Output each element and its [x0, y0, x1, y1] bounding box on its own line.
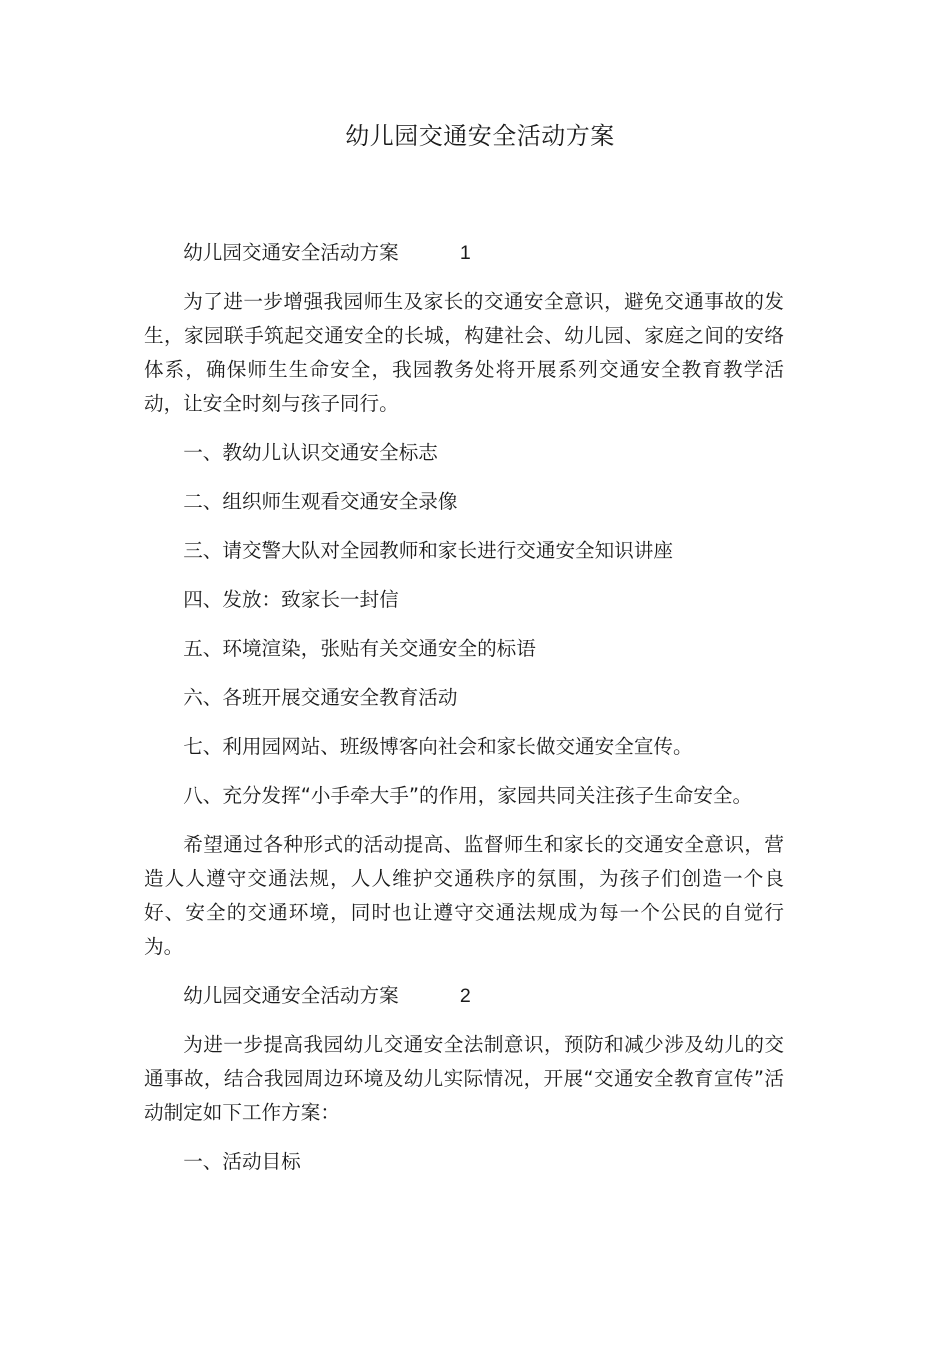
- list-item: 一、活动目标: [183, 1150, 301, 1173]
- section-heading-text: 幼儿园交通安全活动方案: [183, 984, 399, 1007]
- section1-intro-paragraph: 为了进一步增强我园师生及家长的交通安全意识，避免交通事故的发生，家园联手筑起交通安全的长城，构建社会、幼儿园、家庭之间的安络体系，确保师生生命安全，我园教务处将开展系列交通安全教育教学活动，让安全时刻与孩子同行。: [144, 290, 784, 415]
- list-item: 二、组织师生观看交通安全录像: [183, 490, 458, 513]
- list-item: 五、环境渲染，张贴有关交通安全的标语: [183, 637, 536, 660]
- section-heading-text: 幼儿园交通安全活动方案: [183, 241, 399, 264]
- section-heading-number: 1: [459, 242, 471, 264]
- section1-closing-paragraph: 希望通过各种形式的活动提高、监督师生和家长的交通安全意识，营造人人遵守交通法规，人人维护交通秩序的氛围，为孩子们创造一个良好、安全的交通环境，同时也让遵守交通法规成为每一个公民的自觉行为。: [144, 833, 784, 958]
- document-body: [144, 236, 784, 1194]
- section2-intro-paragraph: 为进一步提高我园幼儿交通安全法制意识，预防和减少涉及幼儿的交通事故，结合我园周边环境及幼儿实际情况，开展“交通安全教育宣传”活动制定如下工作方案：: [144, 1033, 784, 1124]
- list-item: 一、教幼儿认识交通安全标志: [183, 441, 438, 464]
- list-item: 七、利用园网站、班级博客向社会和家长做交通安全宣传。: [183, 735, 693, 758]
- list-item: 六、各班开展交通安全教育活动: [183, 686, 458, 709]
- list-item: 三、请交警大队对全园教师和家长进行交通安全知识讲座: [183, 539, 674, 562]
- section-heading-number: 2: [459, 985, 471, 1007]
- section-heading-1: [144, 236, 784, 270]
- list-item: 八、充分发挥“小手牵大手”的作用，家园共同关注孩子生命安全。: [183, 784, 753, 807]
- section-heading-2: [144, 979, 784, 1013]
- document-title: 幼儿园交通安全活动方案: [345, 122, 615, 150]
- list-item: 四、发放：致家长一封信: [183, 588, 399, 611]
